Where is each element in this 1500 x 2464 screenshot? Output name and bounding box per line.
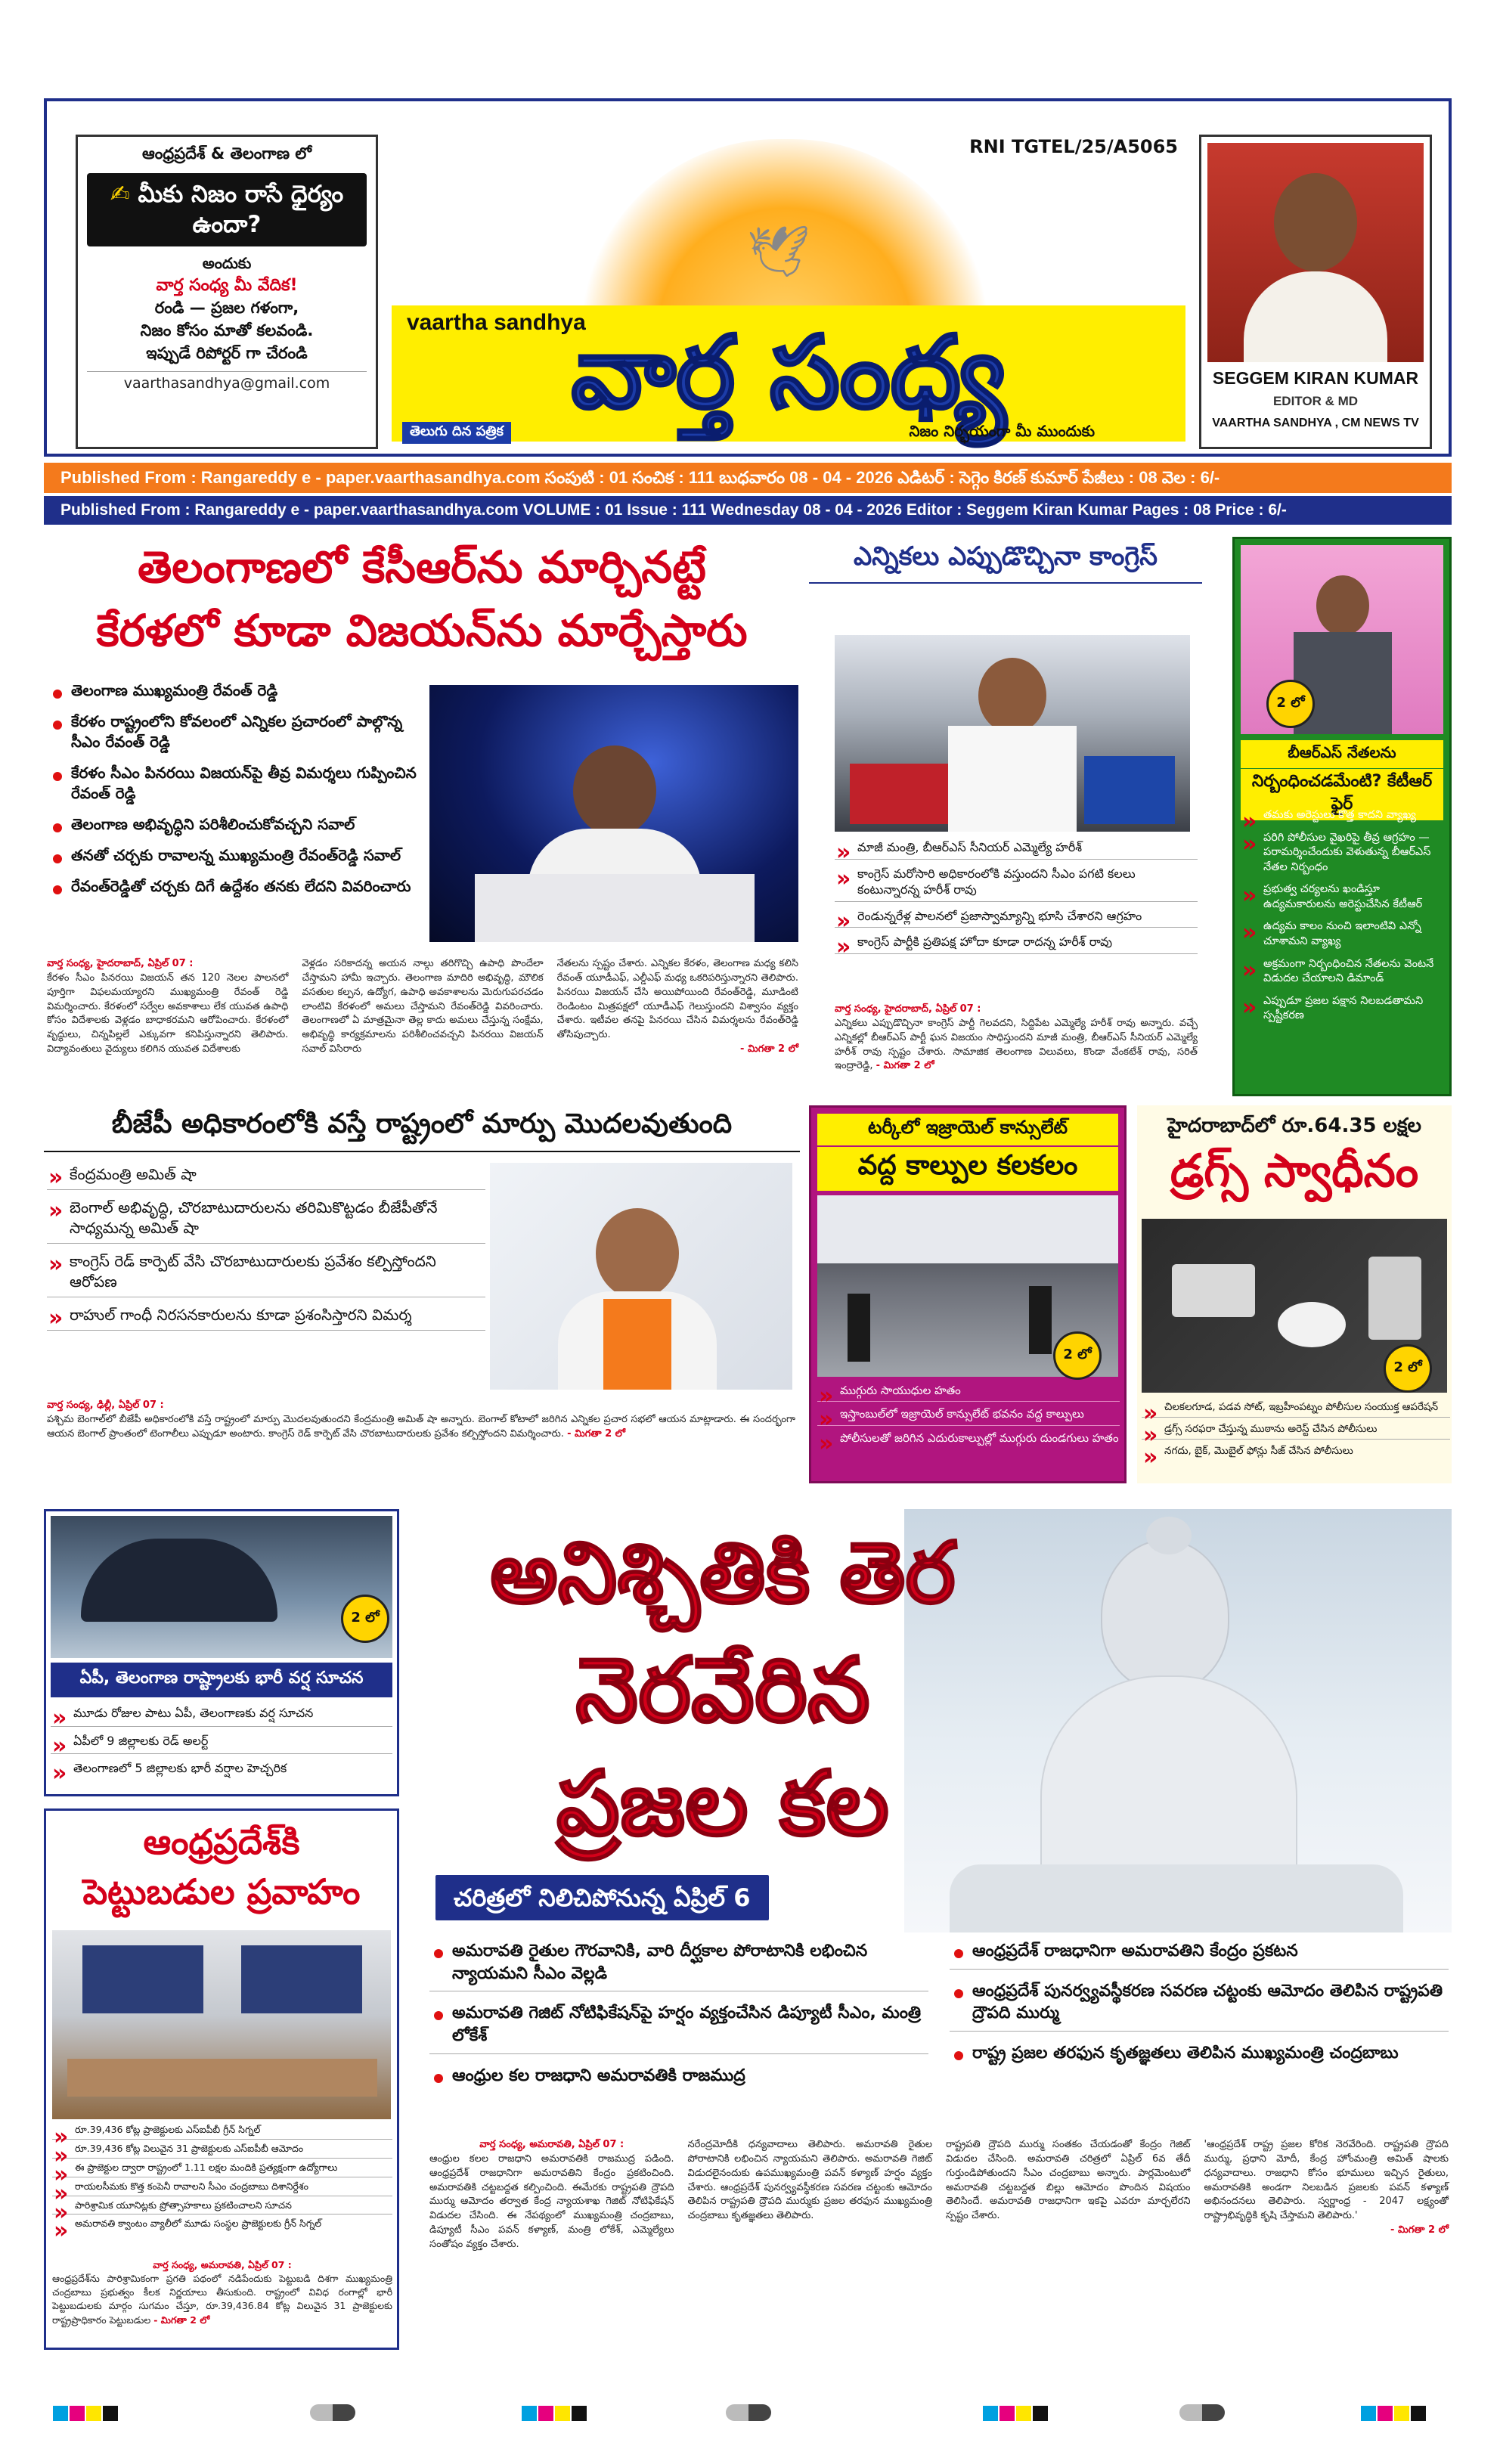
story-bjp (44, 1105, 800, 1491)
kerala-headline-1: తెలంగాణలో కేసీఆర్‌ను మార్చినట్టే (138, 541, 706, 593)
congress-headline: ఎన్నికలు ఎప్పుడొచ్చినా కాంగ్రెస్ (809, 541, 1202, 584)
list-item: » మాజీ మంత్రి, బీఆర్‌ఎస్ సీనియర్ ఎమ్మెల్యే హరీశ్ (835, 839, 1198, 860)
masthead (44, 98, 1452, 457)
page-ref-badge[interactable]: 2 లో (1053, 1331, 1102, 1380)
amit-shah-photo (490, 1163, 792, 1390)
registration-dot (310, 2404, 355, 2421)
page-ref-badge[interactable]: 2 లో (1266, 680, 1315, 728)
bjp-body-text: పశ్చిమ బెంగాల్‌లో బీజేపీ అధికారంలోకి వస్తే రాష్ట్రంలో మార్పు మొదలవుతుందని కేంద్రమంత్రి అమిత్ షా అన్నారు. బెంగాల్ కోటాలో జరిగిన ఎన్నికల ప్రచార సభలో ఆయన మాట్లాడారు. ఈ సందర్భంగా ఆయన బెంగాల్ ప్రాంతంలో టెంగాలీలు ఎప్పుడూ అంటారు. కాంగ్రెస్ రెడ్ కార్పెట్ వేసి చొరబాటుదారులకు ప్రవేశం కల్పిస్తోందని విమర్శించారు. (47, 1413, 795, 1440)
continued-marker[interactable]: - మిగతా 2 లో (1390, 2224, 1449, 2236)
amaravati-headline-3: ప్రజల కల (556, 1751, 890, 1855)
story-congress (809, 537, 1202, 1096)
list-item: » రాయలసీమకు కొత్త కంపెనీ రావాలని సీఎం చంద్రబాబు దిశానిర్దేశం (52, 2180, 392, 2196)
kerala-body-col-1: కేరళం సీఎం పినరయి విజయన్ తన 120 నెలల పాలనలో పూర్తిగా విఫలమయ్యారని ముఖ్యమంత్రి రేవంత్ రెడ్డి విమర్శించారు. కేరళంలో సర్వేల అవకాశాలు లేక యువత ఉపాధి కోసం విదేశాలకు వెళ్లడం బాధాకరమని ఆరోపించారు. కేరళంలో వృద్ధులు, చిన్నపిల్లలే ఎక్కువగా కనిపిస్తున్నారని తెలిపారు. విద్యావంతులు వైద్యులు కలిగిన యువత విదేశాలకు (47, 972, 289, 1055)
list-item: » ప్రభుత్వ చర్యలను ఖండిస్తూ ఉద్యమకారులను అరెస్టుచేసిన కేటీఆర్ (1241, 882, 1445, 912)
list-item: » రూ.39,436 కోట్ల ప్రాజెక్టులకు ఎస్‌ఐపీబీ గ్రీన్ సిగ్నల్ (52, 2124, 392, 2140)
list-item: ఆంధ్రుల కల రాజధాని అమరావతికి రాజముద్ర (429, 2065, 928, 2087)
list-item: రేవంత్‌రెడ్డితో చర్చకు దిగే ఉద్దేశం తనకు లేదని వివరించారు (48, 876, 426, 897)
editor-box (1199, 135, 1432, 449)
promo-headline: ✍ మీకు నిజం రాసే ధైర్యం ఉందా? (87, 173, 367, 246)
list-item: » అక్రమంగా నిర్బంధించిన నేతలను వెంటనే విడుదల చేయాలని డిమాండ్ (1241, 957, 1445, 987)
tagline-right: నిజం నిర్భయంగా మీ ముందుకు (909, 422, 1095, 440)
amaravati-bullets-left (429, 1940, 928, 2097)
promo-line-1: అందుకు (202, 253, 252, 272)
list-item: అమరావతి గెజిట్ నోటిఫికేషన్‌పై హర్షం వ్యక్తంచేసిన డిప్యూటీ సీఎం, మంత్రి లోకేశ్ (429, 2002, 928, 2053)
reporter-promo-box (76, 135, 378, 449)
list-item: » కాంగ్రెస్ మరోసారి అధికారంలోకి వస్తుందని సీఎం పగటి కలలు కంటున్నారన్న హరీశ్ రావు (835, 866, 1198, 902)
list-item: ఆంధ్రప్రదేశ్ పునర్వ్యవస్థీకరణ సవరణ చట్టంకు ఆమోదం తెలిపిన రాష్ట్రపతి ద్రౌపది ముర్ము (950, 1980, 1449, 2032)
rain-umbrella-photo (51, 1516, 392, 1658)
investment-bullets (52, 2124, 392, 2230)
congress-body-text: ఎన్నికలు ఎప్పుడొచ్చినా కాంగ్రెస్ పార్టీ గెలవదని, సిద్దిపేట ఎమ్మెల్యే హరీశ్ రావు అన్నారు. వచ్చే ఎన్నికల్లో బీఆర్‌ఎస్ పార్టీ ఘన విజయం సాధిస్తుందని మాజీ మంత్రి, బీఆర్‌ఎస్ సీనియర్ ఎమ్మెల్యే హరీశ్ రావు స్పష్టం చేశారు. సామాజిక తెలంగాణ విలువలు, కొండా వేంకటేశ్ రావు, సరిత్ ఇంద్రారెడ్డి, (835, 1017, 1198, 1072)
harish-rao-press-photo (835, 635, 1190, 832)
registration-marks-center (522, 2406, 588, 2424)
revanth-speech-photo (429, 685, 798, 942)
turkey-headline-2: వద్ద కాల్పుల కలకలం (817, 1147, 1118, 1191)
continued-marker[interactable]: - మిగతా 2 లో (740, 1043, 798, 1055)
story-ktr (1232, 537, 1452, 1096)
continued-marker[interactable]: - మిగతా 2 లో (567, 1427, 626, 1440)
ktr-kicker: బీఆర్‌ఎస్ నేతలను (1241, 740, 1443, 768)
ktr-bullets (1241, 808, 1445, 1031)
list-item: » మూడు రోజుల పాటు ఏపీ, తెలంగాణకు వర్ష సూచన (51, 1705, 392, 1727)
list-item: కేరళం సీఎం పినరయి విజయన్‌పై తీవ్ర విమర్శలు గుప్పించిన రేవంత్ రెడ్డి (48, 763, 426, 804)
tagline-left: తెలుగు దిన పత్రిక (402, 422, 511, 444)
list-item: » పరిగి పోలీసుల వైఖరిపై తీవ్ర ఆగ్రహం — పరామర్శించేందుకు వెళుతున్న బీఆర్‌ఎస్ నేతల నిర్బంధం (1241, 831, 1445, 876)
amaravati-bullets-right (950, 1940, 1449, 2075)
kerala-headline-2: కేరళలో కూడా విజయన్‌ను మార్చేస్తారు (96, 605, 748, 656)
list-item: రాష్ట్ర ప్రజల తరఫున కృతజ్ఞతలు తెలిపిన ముఖ్యమంత్రి చంద్రబాబు (950, 2042, 1449, 2065)
kerala-body (47, 957, 798, 1093)
list-item: » తమకు అరెస్టులు కొత్త కాదని వ్యాఖ్య (1241, 808, 1445, 823)
turkey-bullets (817, 1383, 1120, 1446)
registration-marks-right (1361, 2406, 1427, 2424)
list-item: » ఏపీలో 9 జిల్లాలకు రెడ్ అలర్ట్ (51, 1733, 392, 1755)
sipb-meeting-photo (52, 1930, 391, 2119)
dove-icon: 🕊 (747, 222, 810, 280)
list-item: » చిలకలగూడ, పడవ సోట్, ఇబ్రహీంపట్నం పోలీసుల సంయుక్త ఆపరేషన్ (1142, 1400, 1450, 1418)
list-item: అమరావతి రైతుల గౌరవానికి, వారి దీర్ఘకాల పోరాటానికి లభించిన న్యాయమని సీఎం వెల్లడి (429, 1940, 928, 1991)
list-item: తెలంగాణ అభివృద్ధిని పరిశీలించుకోవచ్చని సవాల్ (48, 814, 426, 835)
registration-dot (1179, 2404, 1225, 2421)
story-drugs (1137, 1105, 1452, 1483)
amaravati-banner: చరిత్రలో నిలిచిపోనున్న ఏప్రిల్ 6 (435, 1875, 769, 1920)
list-item: » తెలంగాణలో 5 జిల్లాలకు భారీ వర్షాల హెచ్చరిక (51, 1760, 392, 1777)
congress-bullets (835, 839, 1198, 960)
registration-marks-left (53, 2406, 119, 2424)
list-item: » కాంగ్రెస్ రెడ్ కార్పెట్ వేసి చొరబాటుదారులకు ప్రవేశం కల్పిస్తోందని ఆరోపణ (47, 1251, 485, 1297)
amaravati-body-col-2: నరేంద్రమోదీకి ధన్యవాదాలు తెలిపారు. అమరావతి రైతుల పోరాటానికి లభించిన న్యాయమని తెలిపారు. అమరావతి గెజిట్ విడుదలైనందుకు ఉపముఖ్యమంత్రి పవన్ కళ్యాణ్ హర్షం వ్యక్తం చేశారు. ఆంధ్రప్రదేశ్ పునర్వ్యవస్థీకరణ సవరణ చట్టంకు ఆమోదం తెలిపిన రాష్ట్రపతి ద్రౌపది ముర్ముకు ప్రజల తరఫున ముఖ్యమంత్రి చంద్రబాబు కృతజ్ఞతలు తెలిపారు. (687, 2139, 932, 2222)
story-rain (44, 1509, 399, 1796)
info-bar-english: Published From : Rangareddy e - paper.vaarthasandhya.com VOLUME : 01 Issue : 111 Wednesday 08 - 04 - 2026 Editor : Seggem Kiran Kumar Pages : 08 Price : 6/- (44, 496, 1452, 525)
bjp-bullets (47, 1164, 485, 1338)
story-investment (44, 1808, 399, 2350)
story-amaravati (420, 1509, 1452, 2350)
kerala-bullets (48, 680, 426, 907)
list-item: » పోలీసులతో జరిగిన ఎదురుకాల్పుల్లో ముగ్గురు దుండగులు హతం (817, 1430, 1120, 1446)
drugs-headline: డ్రగ్స్ స్వాధీనం (1170, 1145, 1419, 1198)
promo-line-2: వార్త సంధ్య మీ వేదిక! (156, 275, 298, 295)
editor-org: VAARTHA SANDHYA , CM NEWS TV (1212, 417, 1419, 429)
amaravati-headline-1: అనిశ్చితికి తెర (490, 1524, 956, 1623)
story-kerala (44, 537, 800, 1096)
promo-email[interactable]: vaarthasandhya@gmail.com (87, 371, 367, 392)
continued-marker[interactable]: - మిగతా 2 లో (153, 2314, 210, 2326)
promo-line-4: నిజం కోసం మాతో కలవండి. (140, 321, 314, 339)
investment-body (52, 2258, 392, 2327)
promo-line-3: రండి — ప్రజల గళంగా, (154, 298, 299, 317)
info-bar-telugu: Published From : Rangareddy e - paper.vaarthasandhya.com సంపుటి : 01 సంచిక : 111 బుధవారం 08 - 04 - 2026 ఎడిటర్ : సెగ్గెం కిరణ్ కుమార్ పేజీలు : 08 వెల : 6/- (44, 463, 1452, 493)
editor-photo (1207, 143, 1424, 362)
list-item: » ఎప్పుడూ ప్రజల పక్షాన నిలబడతామని స్పష్టీకరణ (1241, 994, 1445, 1024)
list-item: » రూ.39,436 కోట్ల విలువైన 31 ప్రాజెక్టులకు ఎస్‌ఐపీబీ ఆమోదం (52, 2143, 392, 2159)
congress-dateline: వార్త సంధ్య, హైదరాబాద్, ఏప్రిల్ 07 : (835, 1003, 981, 1015)
list-item: » ఇస్తాంబుల్‌లో ఇజ్రాయెల్ కాన్సులేట్ భవనం వద్ద కాల్పులు (817, 1406, 1120, 1425)
list-item: » కేంద్రమంత్రి అమిత్ షా (47, 1164, 485, 1190)
list-item: ఆంధ్రప్రదేశ్ రాజధానిగా అమరావతిని కేంద్రం ప్రకటన (950, 1940, 1449, 1970)
drugs-bullets (1142, 1400, 1450, 1458)
editor-name: SEGGEM KIRAN KUMAR (1212, 368, 1419, 388)
kerala-body-col-2: వెళ్లడం సరికాదన్న అయన నాల్గు తరిగొచ్చి ఉపాధి పొందేలా చేస్తామని హామీ ఇచ్చారు. తెలంగాణ మాదిరి అభివృద్ధి, మౌలిక వసతుల కల్పన, ఉద్యోగ, ఉపాధి అవకాశాలను మెరుగుపరచడం లాంటివి కేరళంలో అమలు చేస్తామని రేవంత్‌రెడ్డి వివరించారు. తెలంగాణలో ఏ మాత్రమైనా తెల్ల కాదు అమలు చేస్తున్న సంక్షేమ, అభివృద్ధి కార్యక్రమాలను పరిశీలించవచ్చని పినరయి విజయన్ సవాల్ విసిరారు (302, 958, 544, 1055)
list-item: తనతో చర్చకు రావాలన్న ముఖ్యమంత్రి రేవంత్‌రెడ్డి సవాల్ (48, 845, 426, 866)
list-item: » డ్రగ్స్ సరఫరా చేస్తున్న ముఠాను అరెస్ట్ చేసిన పోలీసులు (1142, 1422, 1450, 1440)
rni-number: RNI TGTEL/25/A5065 (969, 136, 1178, 157)
list-item: » నగదు, బైక్, మొబైల్ ఫోన్లు సీజ్ చేసిన పోలీసులు (1142, 1444, 1450, 1458)
amaravati-headline-2: నెరవేరిన (575, 1638, 870, 1742)
nameplate (392, 132, 1185, 449)
drugs-kicker: హైదరాబాద్‌లో రూ.64.35 లక్షల (1167, 1114, 1421, 1137)
list-item: » కాంగ్రెస్ పార్టీకి ప్రతిపక్ష హోదా కూడా రాదన్న హరీశ్ రావు (835, 934, 1198, 954)
list-item: » అమరావతి క్వాంటం వ్యాలీలో మూడు సంస్థల ప్రాజెక్టులకు గ్రీన్ సిగ్నల్ (52, 2218, 392, 2230)
amaravati-body (429, 2138, 1449, 2342)
list-item: » పారిశ్రామిక యూనిట్లకు ప్రోత్సాహకాలు ప్రకటించాలని సూచన (52, 2199, 392, 2215)
kerala-dateline: వార్త సంధ్య, హైదరాబాద్, ఏప్రిల్ 07 : (47, 958, 194, 969)
bjp-headline: బీజేపీ అధికారంలోకి వస్తే రాష్ట్రంలో మార్పు మొదలవుతుంది (44, 1108, 800, 1152)
list-item: » రెండున్నరేళ్ల పాలనలో ప్రజాస్వామ్యాన్ని భూసి చేశారని ఆగ్రహం (835, 908, 1198, 928)
investment-dateline: వార్త సంధ్య, అమరావతి, ఏప్రిల్ 07 : (153, 2259, 292, 2270)
investment-headline-1: ఆంధ్రప్రదేశ్‌కి (143, 1821, 300, 1862)
page-ref-badge[interactable]: 2 లో (341, 1595, 389, 1643)
amaravati-body-col-3: రాష్ట్రపతి ద్రౌపది ముర్ము సంతకం చేయడంతో కేంద్రం గెజిట్ విడుదల చేసింది. అమరావతి చరిత్రలో ఏప్రిల్ 6వ తేదీ గుర్తుండిపోతుందని సీఎం చంద్రబాబు అన్నారు. పార్లమెంటులో అమరావతి చట్టబద్దత బిల్లు ఆమోదం పొందిన విషయం తెలిసిందే. అమరావతి రాజధానిగా ఇకపై ఎవరూ మార్చలేరని స్పష్టం చేశారు. (946, 2139, 1191, 2222)
pen-icon: ✍ (110, 181, 130, 208)
investment-headline-2: పెట్టుబడుల ప్రవాహం (82, 1871, 361, 1912)
list-item: » ముగ్గురు సాయుధుల హతం (817, 1383, 1120, 1402)
list-item: » ఉద్యమ కాలం నుంచి ఇలాంటివి ఎన్నో చూశామని వ్యాఖ్య (1241, 919, 1445, 949)
list-item: » బెంగాల్ అభివృద్ధి, చొరబాటుదారులను తరిమికొట్టడం బీజేపీతోనే సాధ్యమన్న అమిత్ షా (47, 1198, 485, 1244)
list-item: » రాహుల్ గాంధీ నిరసనకారులను కూడా ప్రశంసిస్తారని విమర్శ (47, 1305, 485, 1331)
registration-dot (726, 2404, 771, 2421)
bjp-body (47, 1399, 795, 1442)
list-item: కేరళం రాష్ట్రంలోని కోవలంలో ఎన్నికల ప్రచారంలో పాల్గొన్న సీఎం రేవంత్ రెడ్డి (48, 711, 426, 752)
rain-bullets (51, 1705, 392, 1777)
kerala-body-col-3: నేతలను స్పష్టం చేశారు. ఎన్నికల కేరళం, తెలంగాణ మధ్య కలిసి రేవంత్ యూడీఎఫ్, ఎల్డీఎఫ్ మధ్య ఒకరిపరిస్తున్నారని తెలిపారు. పినరయి విజయన్ చేసి అయిపోయింది రేవంత్‌రెడ్డి, మూడింటి రెండింటం మిత్రపక్షలో యూడీఎఫ్ గెలుస్తుందని విశ్వాసం వ్యక్తం చేశారు. ఇటీవల తనపై పినరయి చేసిన విమర్శలను రేవంత్‌రెడ్డి తోసిపుచ్చారు. (556, 958, 798, 1041)
amaravati-body-col-4: 'ఆంధ్రప్రదేశ్ రాష్ట్ర ప్రజల కోరిక నెరవేరింది. రాష్ట్రపతి ద్రౌపది ముర్ము, ప్రధాని మోదీ, కేంద్ర హోంమంత్రి అమిత్ షాలకు ధన్యవాదాలు. రాజధాని కోసం భూములు ఇచ్చిన రైతులు, అమరావతికి అండగా నిలబడిన ప్రజలకు పవన్ కళ్యాణ్ అభినందనలు తెలిపారు. స్వర్ణాంధ్ర - 2047 లక్ష్యంతో రాష్ట్రాభివృద్ధికి కృషి చేస్తామని తెలిపారు.' (1204, 2139, 1449, 2222)
turkey-headline-1: టర్కీలో ఇజ్రాయెల్ కాన్సులేట్ (817, 1114, 1118, 1145)
continued-marker[interactable]: - మిగతా 2 లో (876, 1060, 934, 1072)
english-name: vaartha sandhya (407, 310, 586, 335)
rain-headline: ఏపీ, తెలంగాణ రాష్ట్రాలకు భారీ వర్ష సూచన (51, 1663, 392, 1697)
amaravati-body-col-1: ఆంధ్రుల కలల రాజధాని అమరావతికి రాజముద్ర పడింది. ఆంధ్రప్రదేశ్ రాజధానిగా అమరావతిని కేంద్రం ప్రకటించింది. అమరావతికి చట్టబద్దత కల్పించింది. ఈమేరకు రాష్ట్రపతి ద్రౌపది ముర్ము ఆమోదం తర్వాత కేంద్ర న్యాయశాఖ గెజిట్ నోటిఫికేషన్ విడుదల చేసింది. ఈ నేపథ్యంలో ముఖ్యమంత్రి చంద్రబాబు, డిప్యూటీ సీఎం పవన్ కళ్యాణ్, మంత్రి లోకేశ్, ఎమ్మెల్యేలు సంతోషం వ్యక్తం చేశారు. (429, 2153, 674, 2250)
promo-line-5: ఇప్పుడే రిపోర్టర్ గా చేరండి (146, 343, 308, 362)
page-ref-badge[interactable]: 2 లో (1384, 1344, 1432, 1393)
list-item: » ఈ ప్రాజెక్టుల ద్వారా రాష్ట్రంలో 1.11 లక్షల మందికి ప్రత్యక్షంగా ఉద్యోగాలు (52, 2162, 392, 2177)
editor-role: EDITOR & MD (1272, 394, 1359, 408)
telugu-nameplate: వార్త సంధ్య (571, 315, 1006, 431)
investment-body-text: ఆంధ్రప్రదేశ్‌ను పారిశ్రామికంగా ప్రగతి పథంలో నడిపేందుకు పెట్టుబడి దిశగా ముఖ్యమంత్రి చంద్రబాబు ప్రభుత్వం కీలక నిర్ణయాలు తీసుకుంది. రాష్ట్రంలో వివిధ రంగాల్లో భారీ పెట్టుబడులకు మార్గం సుగమం చేస్తూ, రూ.39,436.84 కోట్ల విలువైన 31 ప్రాజెక్టులకు రాష్ట్రప్రాధికారం పెట్టుబడుల (52, 2273, 392, 2326)
ktr-headline: నిర్బంధించడమేంటి? కేటీఆర్ ఫైర్ (1241, 769, 1443, 820)
amaravati-dateline: వార్త సంధ్య, అమరావతి, ఏప్రిల్ 07 : (479, 2139, 624, 2150)
registration-marks-center-right (983, 2406, 1049, 2424)
list-item: తెలంగాణ ముఖ్యమంత్రి రేవంత్ రెడ్డి (48, 680, 426, 701)
promo-top-line: ఆంధ్రప్రదేశ్ & తెలంగాణ లో (142, 144, 311, 163)
congress-body (835, 1003, 1198, 1074)
story-turkey (809, 1105, 1127, 1483)
bjp-dateline: వార్త సంధ్య, ఢిల్లీ, ఏప్రిల్ 07 : (47, 1399, 164, 1411)
